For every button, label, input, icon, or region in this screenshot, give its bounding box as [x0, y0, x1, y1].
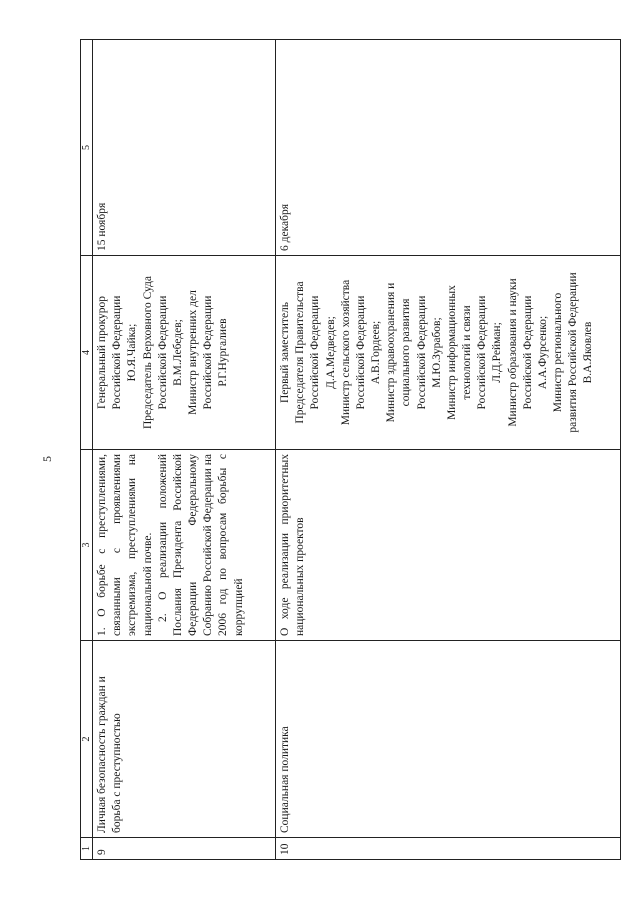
speaker-line: Генеральный прокурор	[96, 295, 108, 410]
speaker-line: Российской Федерации	[111, 295, 124, 410]
topic-item: О ходе реализации приоритетных национальных проектов	[279, 454, 307, 636]
speaker-line: Председателя Правительства	[294, 281, 307, 424]
speaker-line: Министр информационных	[445, 285, 458, 420]
date-cell: 15 ноября	[93, 40, 276, 256]
speaker-line: А.А.Фурсенко;	[536, 315, 549, 390]
speaker-line: В.М.Лебедев;	[171, 319, 184, 386]
speaker-line: Председатель Верховного Суда	[141, 275, 154, 430]
topic-item: 1. О борьбе с преступлениями, связанными с проявлениями экстремизма, преступлениями на национальной почве.	[96, 454, 154, 636]
speaker-line: Российской Федерации	[202, 295, 215, 410]
speakers-cell	[93, 256, 276, 450]
agenda-table	[80, 39, 621, 860]
speaker-line: социального развития	[400, 298, 413, 407]
speaker-line: Российской Федерации	[156, 295, 169, 410]
speaker-line: Первый заместитель	[279, 301, 291, 404]
header-cell-5: 5	[81, 40, 93, 256]
area-cell: Личная безопасность граждан и борьба с преступностью	[93, 641, 276, 838]
speaker-line: Министр сельского хозяйства	[339, 279, 352, 426]
speaker-line: Российской Федерации	[309, 295, 322, 410]
speaker-line: А.В.Гордеев;	[370, 320, 383, 385]
table-row	[93, 40, 276, 860]
speaker-line: Российской Федерации	[415, 295, 428, 410]
header-cell-1: 1	[81, 838, 93, 860]
speakers-cell	[276, 256, 621, 450]
speaker-line: М.Ю.Зурабов;	[430, 317, 443, 388]
topic-item: 2. О реализации положений Послания Президента Российской Федерации Федеральному Собранию Российской Федерации на 2006 год по вопросам борьбы с коррупцией	[156, 454, 245, 636]
topics-cell	[276, 450, 621, 641]
page-number: 5	[40, 456, 54, 462]
speaker-line: Министр образования и науки	[506, 278, 519, 427]
speaker-line: Министр внутренних дел	[187, 290, 200, 415]
header-row	[81, 40, 93, 860]
speaker-line: Российской Федерации	[354, 295, 367, 410]
header-cell-3: 3	[81, 450, 93, 641]
speaker-line: Ю.Я.Чайка;	[126, 323, 139, 382]
speaker-line: Министр здравоохранения и	[385, 282, 398, 423]
speaker-line: Российской Федерации	[476, 295, 489, 410]
date-cell: 6 декабря	[276, 40, 621, 256]
speaker-line: Российской Федерации	[521, 295, 534, 410]
speaker-line: развития Российской Федерации	[567, 272, 580, 433]
speaker-line: Д.А.Медведев;	[324, 316, 337, 389]
header-cell-4: 4	[81, 256, 93, 450]
speaker-line: Л.Д.Рейман;	[491, 322, 504, 383]
row-number: 9	[93, 838, 276, 860]
speaker-line: технологий и связи	[461, 305, 474, 400]
document-table-rotated	[80, 40, 610, 860]
header-cell-2: 2	[81, 641, 93, 838]
row-number: 10	[276, 838, 621, 860]
topics-cell	[93, 450, 276, 641]
area-cell: Социальная политика	[276, 641, 621, 838]
speaker-line: Министр регионального	[552, 292, 565, 413]
table-row	[276, 40, 621, 860]
speaker-line: В.А.Яковлев	[582, 321, 595, 384]
speaker-line: Р.Г.Нургалиев	[217, 318, 230, 387]
